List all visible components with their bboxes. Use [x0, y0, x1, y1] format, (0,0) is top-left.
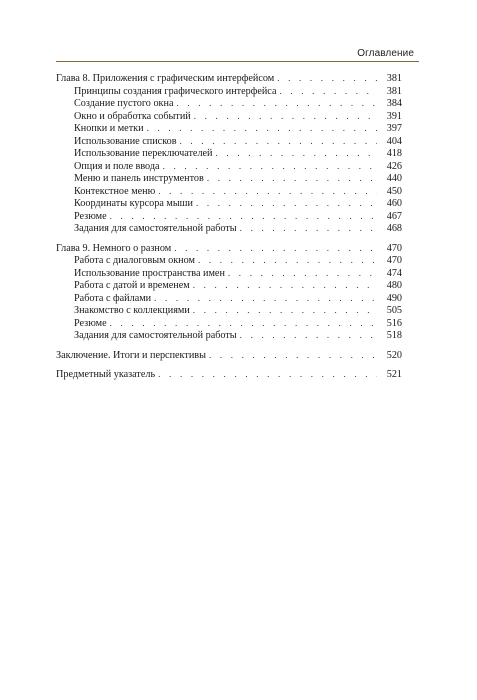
toc-page-number: 404 — [377, 136, 402, 149]
toc-page-number: 381 — [377, 73, 402, 86]
dot-leader — [207, 172, 377, 185]
dot-leader — [163, 160, 377, 173]
dot-leader — [147, 122, 377, 135]
dot-leader — [194, 110, 377, 123]
toc-entry-title: Окно и обработка событий — [74, 110, 191, 122]
dot-leader — [216, 147, 377, 160]
toc-subsection-entry[interactable] — [56, 172, 402, 185]
toc-entry-title: Предметный указатель — [56, 369, 156, 380]
dot-leader — [154, 292, 377, 305]
toc-entry-title: Принципы создания графического интерфейса — [74, 85, 277, 97]
toc-subsection-entry[interactable] — [56, 304, 402, 317]
toc-page-number: 521 — [377, 369, 402, 382]
dot-leader — [174, 242, 377, 255]
toc-entry-title: Задания для самостоятельной работы — [74, 223, 237, 234]
toc-subsection-entry[interactable] — [56, 254, 402, 267]
toc-entry-title: Координаты курсора мыши — [74, 198, 193, 209]
dot-leader — [180, 135, 377, 148]
toc-subsection-entry[interactable] — [56, 110, 402, 123]
toc-page-number: 520 — [377, 350, 402, 363]
dot-leader — [158, 368, 377, 381]
toc-page-number: 474 — [377, 268, 402, 281]
toc-chapter-entry[interactable] — [56, 349, 402, 362]
toc-subsection-entry[interactable] — [56, 292, 402, 305]
toc-entry-title: Глава 9. Немного о разном — [56, 242, 172, 254]
toc-subsection-entry[interactable] — [56, 210, 402, 223]
toc-entry-title: Контекстное меню — [74, 185, 156, 197]
toc-subsection-entry[interactable] — [56, 185, 402, 198]
toc-section — [56, 242, 402, 342]
toc-entry-title: Задания для самостоятельной работы — [74, 330, 237, 341]
toc-chapter-entry[interactable] — [56, 72, 402, 85]
toc-page-number: 391 — [377, 111, 402, 124]
toc-entry-title: Заключение. Итоги и перспективы — [56, 349, 206, 361]
toc-section — [56, 368, 402, 381]
table-of-contents — [56, 72, 402, 381]
toc-subsection-entry[interactable] — [56, 267, 402, 280]
toc-page-number: 518 — [377, 330, 402, 343]
dot-leader — [196, 197, 377, 210]
toc-subsection-entry[interactable] — [56, 317, 402, 330]
toc-subsection-entry[interactable] — [56, 222, 402, 235]
toc-page-number: 490 — [377, 293, 402, 306]
dot-leader — [193, 279, 377, 292]
toc-subsection-entry[interactable] — [56, 97, 402, 110]
toc-entry-title: Знакомство с коллекциями — [74, 305, 190, 316]
dot-leader — [198, 254, 377, 267]
toc-entry-title: Опция и поле ввода — [74, 160, 160, 172]
toc-entry-title: Работа с файлами — [74, 292, 152, 304]
toc-subsection-entry[interactable] — [56, 197, 402, 210]
toc-entry-title: Глава 8. Приложения с графическим интерфейсом — [56, 73, 275, 84]
toc-subsection-entry[interactable] — [56, 279, 402, 292]
toc-subsection-entry[interactable] — [56, 329, 402, 342]
toc-page-number: 426 — [377, 161, 402, 174]
dot-leader — [240, 329, 377, 342]
toc-chapter-entry[interactable] — [56, 368, 402, 381]
dot-leader — [279, 85, 377, 98]
toc-page-number: 450 — [377, 186, 402, 199]
toc-page-number: 480 — [377, 280, 402, 293]
toc-subsection-entry[interactable] — [56, 135, 402, 148]
toc-entry-title: Резюме — [74, 210, 107, 222]
toc-page-number: 468 — [377, 223, 402, 236]
toc-section — [56, 349, 402, 362]
toc-entry-title: Использование пространства имен — [74, 267, 225, 279]
toc-subsection-entry[interactable] — [56, 122, 402, 135]
toc-page-number: 470 — [377, 255, 402, 268]
toc-page-number: 516 — [377, 318, 402, 331]
dot-leader — [209, 349, 377, 362]
toc-subsection-entry[interactable] — [56, 147, 402, 160]
toc-page-number: 384 — [377, 98, 402, 111]
dot-leader — [110, 210, 377, 223]
toc-entry-title: Меню и панель инструментов — [74, 173, 204, 184]
dot-leader — [193, 304, 377, 317]
toc-entry-title: Работа с диалоговым окном — [74, 255, 195, 266]
toc-page-number: 381 — [377, 86, 402, 99]
toc-subsection-entry[interactable] — [56, 85, 402, 98]
toc-page-number: 440 — [377, 173, 402, 186]
toc-entry-title: Создание пустого окна — [74, 98, 174, 109]
toc-entry-title: Работа с датой и временем — [74, 280, 190, 291]
toc-entry-title: Кнопки и метки — [74, 123, 144, 134]
toc-entry-title: Резюме — [74, 317, 107, 329]
toc-page-number: 467 — [377, 211, 402, 224]
toc-page-number: 505 — [377, 305, 402, 318]
dot-leader — [277, 72, 377, 85]
toc-page-number: 397 — [377, 123, 402, 136]
toc-section — [56, 72, 402, 235]
dot-leader — [228, 267, 377, 280]
toc-subsection-entry[interactable] — [56, 160, 402, 173]
toc-page-number: 418 — [377, 148, 402, 161]
running-head: Оглавление — [357, 48, 414, 59]
toc-page-number: 470 — [377, 243, 402, 256]
toc-entry-title: Использование списков — [74, 135, 177, 147]
header-rule — [56, 61, 419, 62]
dot-leader — [240, 222, 377, 235]
toc-entry-title: Использование переключателей — [74, 148, 213, 159]
dot-leader — [158, 185, 377, 198]
dot-leader — [176, 97, 377, 110]
toc-page-number: 460 — [377, 198, 402, 211]
toc-chapter-entry[interactable] — [56, 242, 402, 255]
dot-leader — [110, 317, 377, 330]
